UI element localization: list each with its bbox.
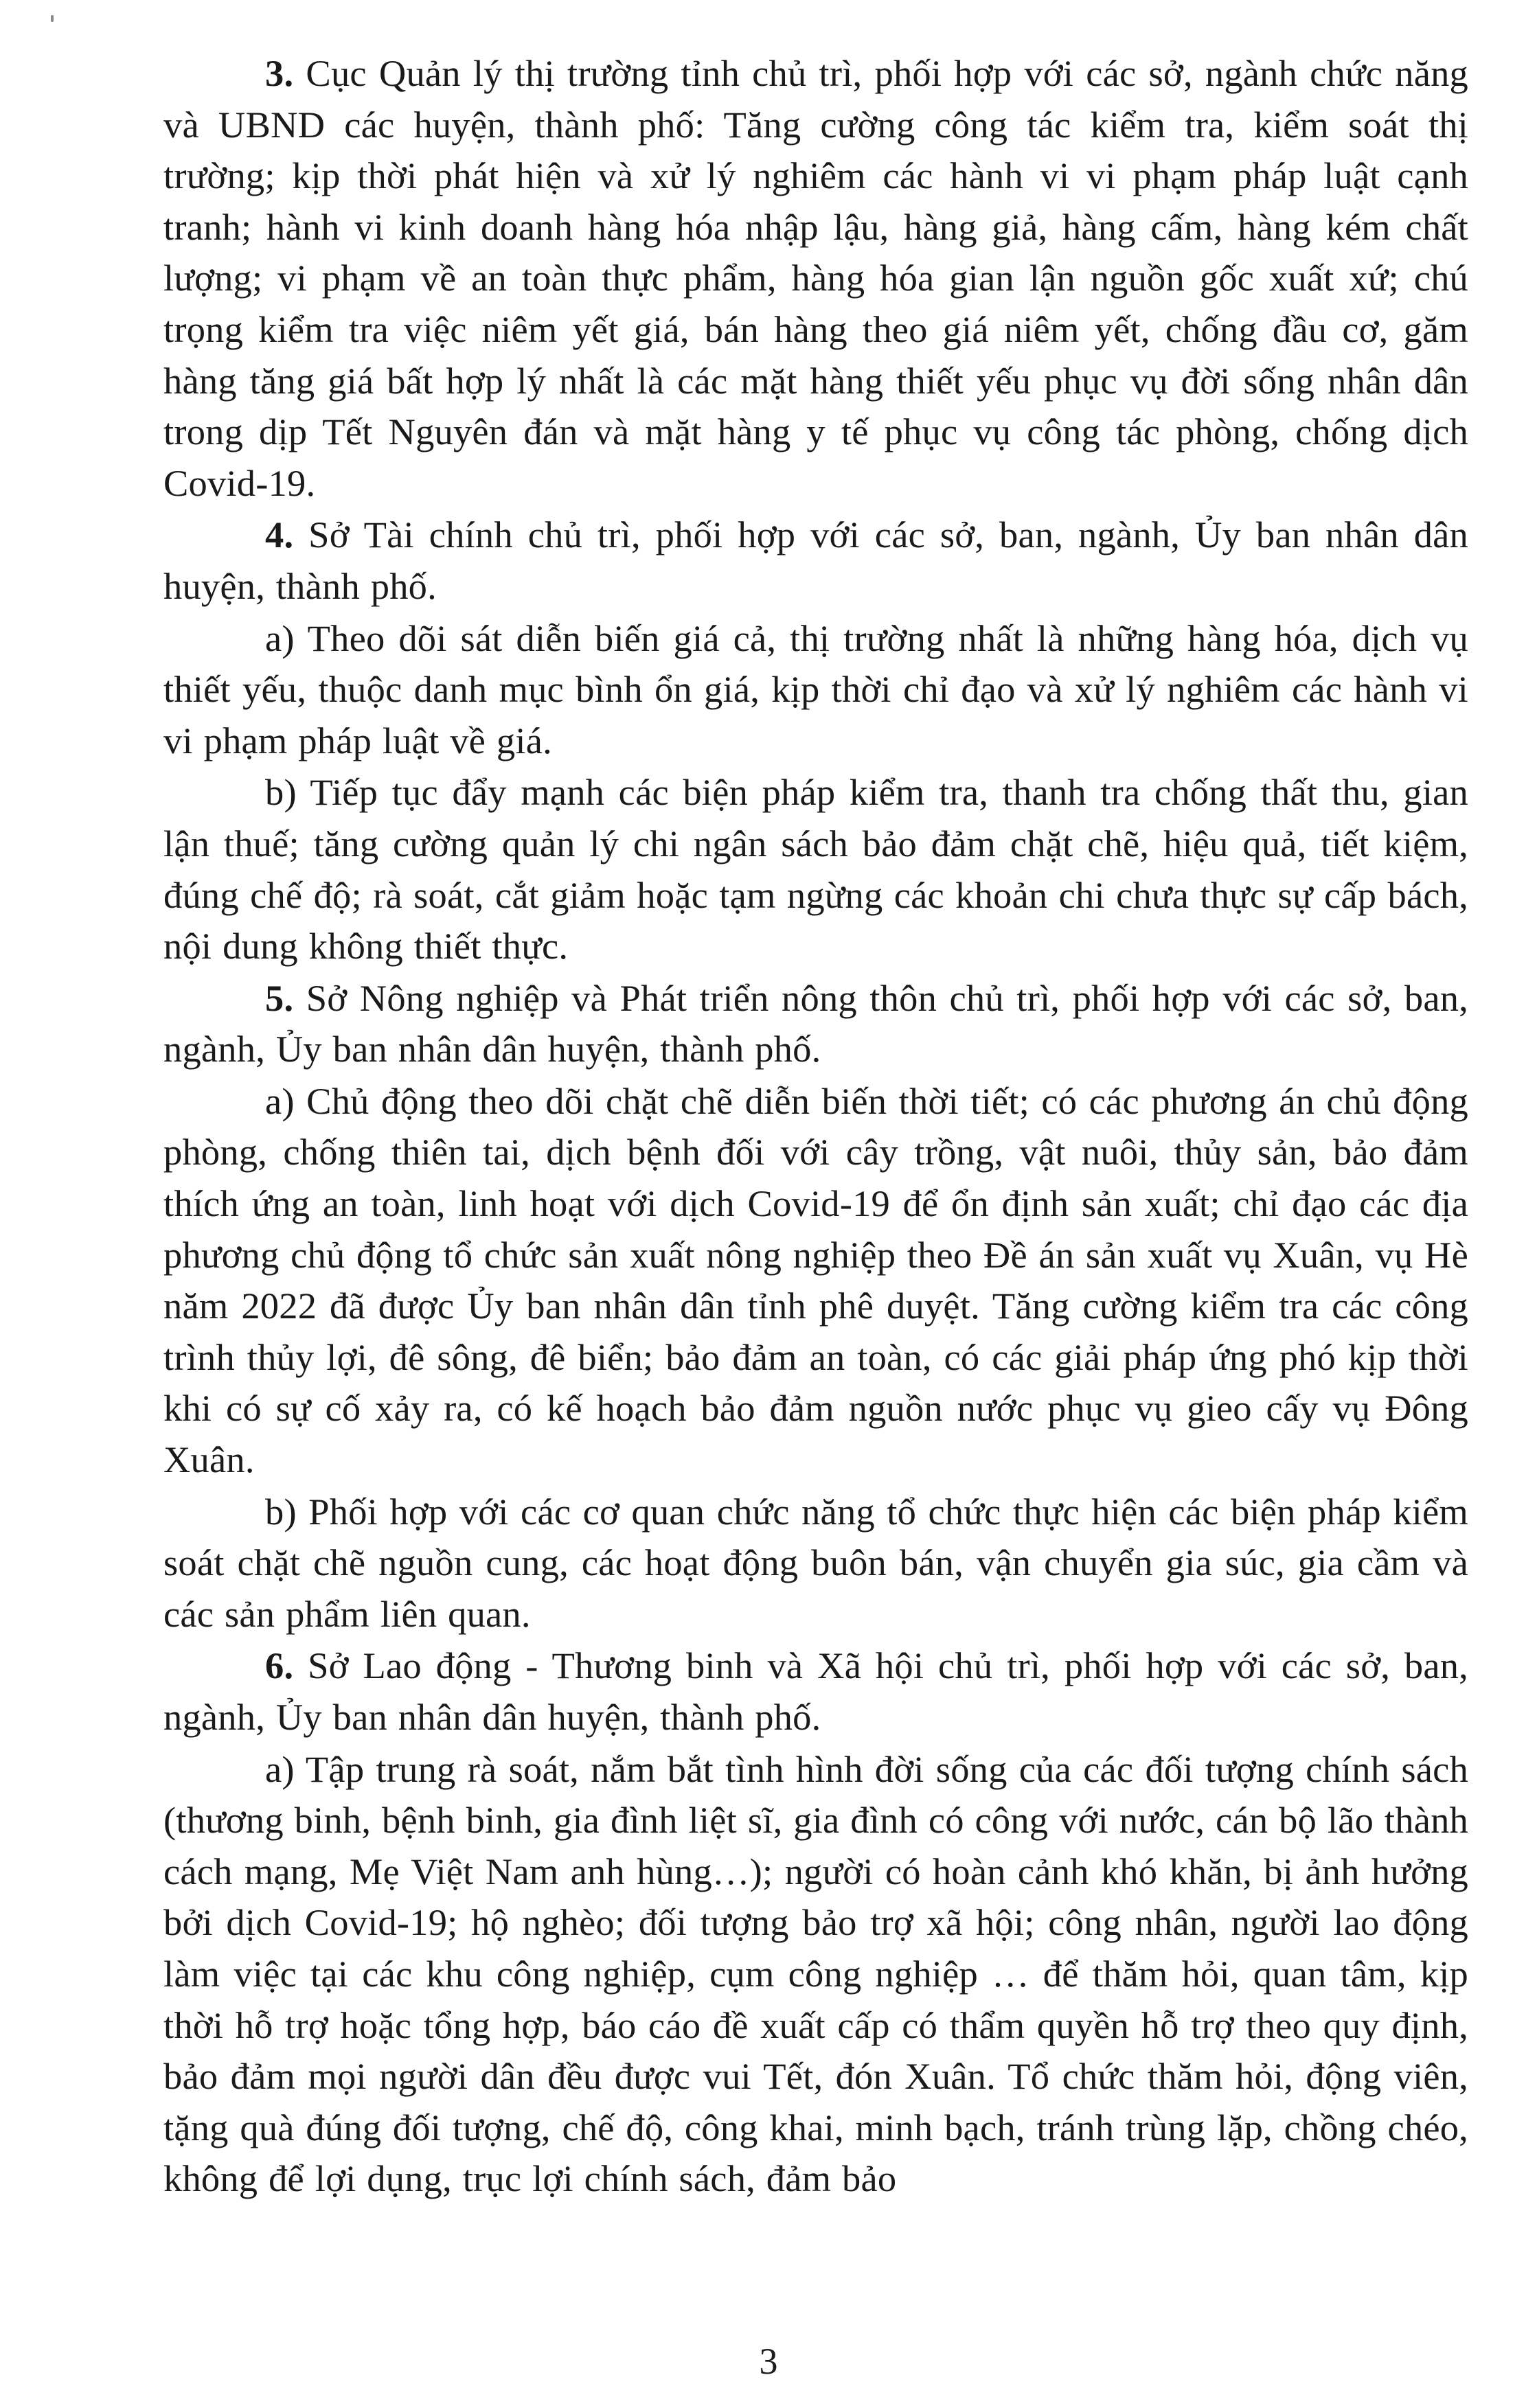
paragraph-text: b) Phối hợp với các cơ quan chức năng tổ chức thực hiện các biện pháp kiểm soát chặt chẽ nguồn cung, các hoạt động buôn bán, vận chuyển gia súc, gia cầm và các sản phẩm liên quan. — [163, 1490, 1468, 1635]
paragraph-section-4 — [163, 509, 1468, 612]
paragraph-section-3 — [163, 48, 1468, 509]
paragraph-section-6 — [163, 1640, 1468, 1743]
paragraph-text: a) Chủ động theo dõi chặt chẽ diễn biến thời tiết; có các phương án chủ động phòng, chống thiên tai, dịch bệnh đối với cây trồng, vật nuôi, thủy sản, bảo đảm thích ứng an toàn, linh hoạt với dịch Covid-19 để ổn định sản xuất; chỉ đạo các địa phương chủ động tổ chức sản xuất nông nghiệp theo Đề án sản xuất vụ Xuân, vụ Hè năm 2022 đã được Ủy ban nhân dân tỉnh phê duyệt. Tăng cường kiểm tra các công trình thủy lợi, đê sông, đê biển; bảo đảm an toàn, có các giải pháp ứng phó kịp thời khi có sự cố xảy ra, có kế hoạch bảo đảm nguồn nước phục vụ gieo cấy vụ Đông Xuân. — [163, 1079, 1468, 1481]
paragraph-4a — [163, 613, 1468, 767]
page-number: 3 — [759, 2341, 778, 2382]
paragraph-section-5 — [163, 973, 1468, 1075]
paragraph-text: Sở Tài chính chủ trì, phối hợp với các sở, ban, ngành, Ủy ban nhân dân huyện, thành phố. — [163, 514, 1468, 607]
paragraph-5b — [163, 1487, 1468, 1640]
paragraph-text: a) Theo dõi sát diễn biến giá cả, thị trường nhất là những hàng hóa, dịch vụ thiết yếu, thuộc danh mục bình ổn giá, kịp thời chỉ đạo và xử lý nghiêm các hành vi vi phạm pháp luật về giá. — [163, 617, 1468, 761]
section-number: 4. — [265, 514, 294, 556]
paragraph-4b — [163, 767, 1468, 972]
section-number: 3. — [265, 52, 294, 94]
section-number: 5. — [265, 976, 294, 1019]
paragraph-6a — [163, 1744, 1468, 2205]
scan-speck — [51, 15, 54, 22]
paragraph-text: Sở Nông nghiệp và Phát triển nông thôn chủ trì, phối hợp với các sở, ban, ngành, Ủy ban nhân dân huyện, thành phố. — [163, 976, 1468, 1070]
document-body — [163, 48, 1468, 2205]
section-number: 6. — [265, 1644, 294, 1687]
paragraph-text: b) Tiếp tục đẩy mạnh các biện pháp kiểm tra, thanh tra chống thất thu, gian lận thuế; tăng cường quản lý chi ngân sách bảo đảm chặt chẽ, hiệu quả, tiết kiệm, đúng chế độ; rà soát, cắt giảm hoặc tạm ngừng các khoản chi chưa thực sự cấp bách, nội dung không thiết thực. — [163, 771, 1468, 967]
paragraph-text: Sở Lao động - Thương binh và Xã hội chủ trì, phối hợp với các sở, ban, ngành, Ủy ban nhân dân huyện, thành phố. — [163, 1644, 1468, 1738]
paragraph-text: Cục Quản lý thị trường tỉnh chủ trì, phối hợp với các sở, ngành chức năng và UBND các huyện, thành phố: Tăng cường công tác kiểm tra, kiểm soát thị trường; kịp thời phát hiện và xử lý nghiêm các hành vi vi phạm pháp luật cạnh tranh; hành vi kinh doanh hàng hóa nhập lậu, hàng giả, hàng cấm, hàng kém chất lượng; vi phạm về an toàn thực phẩm, hàng hóa gian lận nguồn gốc xuất xứ; chú trọng kiểm tra việc niêm yết giá, bán hàng theo giá niêm yết, chống đầu cơ, găm hàng tăng giá bất hợp lý nhất là các mặt hàng thiết yếu phục vụ đời sống nhân dân trong dịp Tết Nguyên đán và mặt hàng y tế phục vụ công tác phòng, chống dịch Covid-19. — [163, 52, 1468, 504]
paragraph-text: a) Tập trung rà soát, nắm bắt tình hình đời sống của các đối tượng chính sách (thương binh, bệnh binh, gia đình liệt sĩ, gia đình có công với nước, cán bộ lão thành cách mạng, Mẹ Việt Nam anh hùng…); người có hoàn cảnh khó khăn, bị ảnh hưởng bởi dịch Covid-19; hộ nghèo; đối tượng bảo trợ xã hội; công nhân, người lao động làm việc tại các khu công nghiệp, cụm công nghiệp … để thăm hỏi, quan tâm, kịp thời hỗ trợ hoặc tổng hợp, báo cáo đề xuất cấp có thẩm quyền hỗ trợ theo quy định, bảo đảm mọi người dân đều được vui Tết, đón Xuân. Tổ chức thăm hỏi, động viên, tặng quà đúng đối tượng, chế độ, công khai, minh bạch, tránh trùng lặp, chồng chéo, không để lợi dụng, trục lợi chính sách, đảm bảo — [163, 1747, 1468, 2200]
paragraph-5a — [163, 1076, 1468, 1486]
